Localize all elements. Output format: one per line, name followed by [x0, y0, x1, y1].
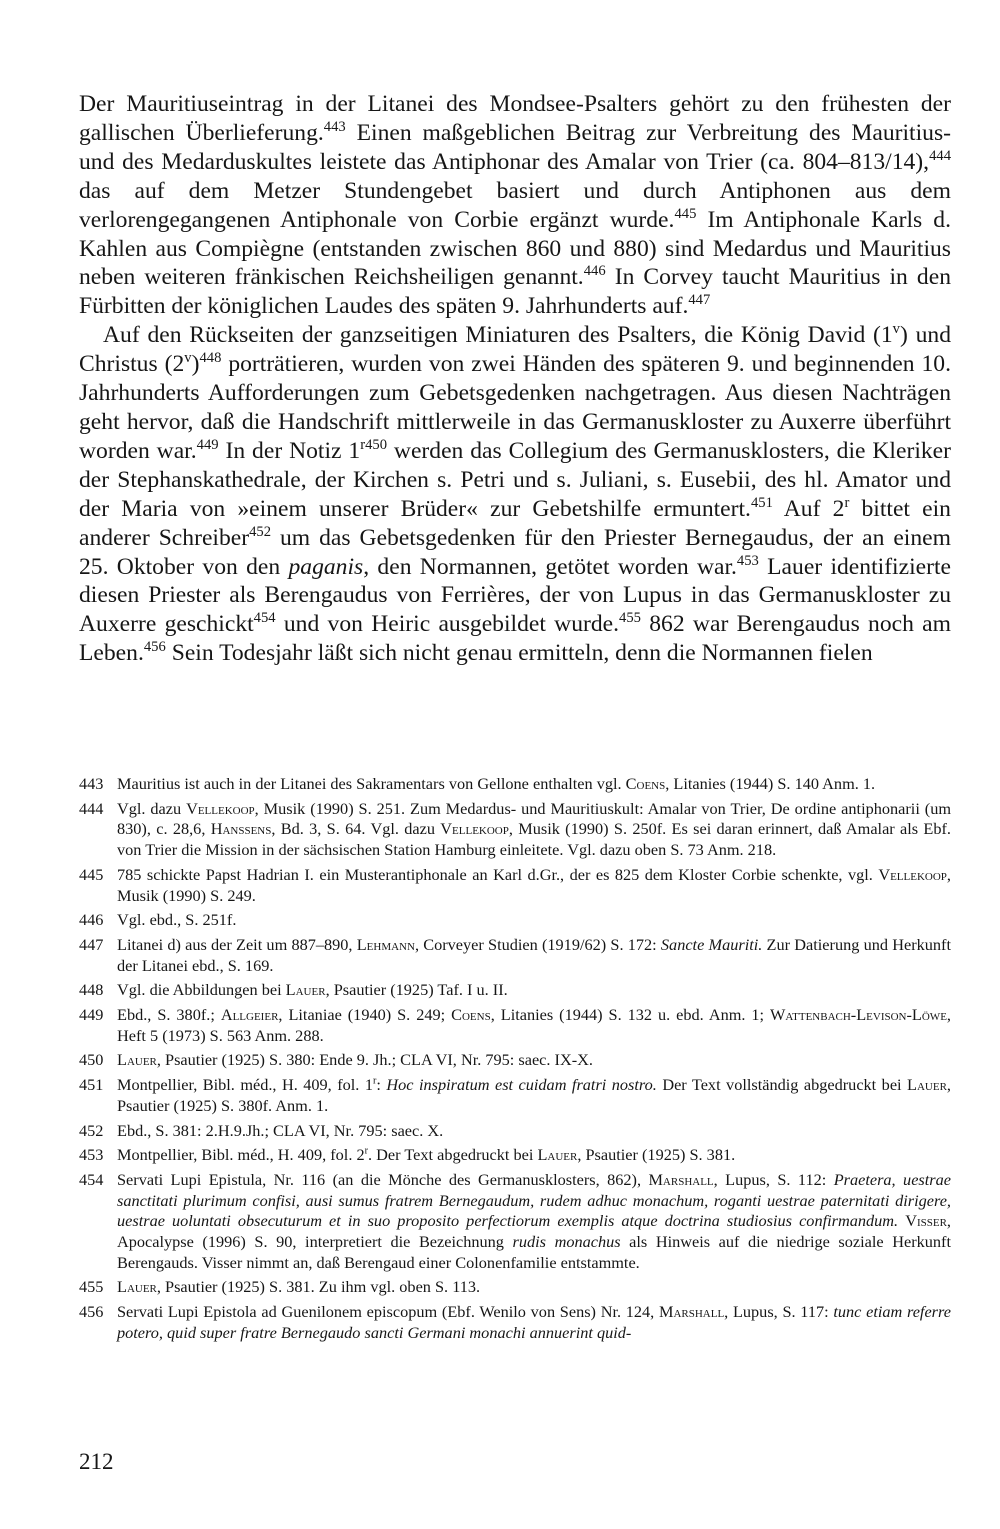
footnote-ref: 455 [619, 610, 641, 627]
footnote-number: 444 [79, 798, 104, 818]
author-name: Marshall [648, 1169, 714, 1189]
footnote-ref: 445 [674, 205, 697, 222]
body-paragraph [79, 90, 951, 321]
text-run: Servati Lupi Epistula, Nr. 116 (an die Mönche des Germanusklosters, 862), [117, 1169, 649, 1189]
footnote-number: 450 [79, 1050, 104, 1070]
author-name: Lauer [117, 1050, 157, 1070]
footnote [79, 865, 951, 906]
text-run: , Musik (1990) S. 250f. Es sei daran erinnert, daß Amalar als Ebf. von Trier die Mission in der sächsischen Station Hamburg einleitete. Vgl. dazu oben S. 73 Anm. 218. [117, 819, 951, 860]
footnote-ref: r450 [360, 436, 388, 453]
text-run: Einen maßgeblichen Beitrag zur Verbreitung des Mauritius- und des Medarduskultes leistete das Antiphonar des Amalar von Trier (ca. 804–813/14), [79, 119, 951, 175]
text-run: Ebd., S. 380f.; [117, 1005, 221, 1025]
text-run: Vgl. dazu [117, 798, 187, 818]
footnote-ref: 451 [750, 494, 773, 511]
text-run: In der Notiz 1 [218, 437, 361, 464]
text-run: , Lupus, S. 112: [713, 1169, 834, 1189]
text-run: Vgl. die Abbildungen bei [117, 980, 286, 1000]
text-run: Im Antiphonale Karls d. Kahlen aus Compiègne (entstanden zwischen 860 und 880) sind Medardus und Mauritius neben weiteren fränkischen Reichsheiligen genannt. [79, 206, 952, 291]
text-run: , Bd. 3, S. 64. Vgl. dazu [271, 819, 441, 839]
footnote-ref: 448 [199, 350, 222, 367]
footnote [79, 910, 951, 931]
text-run: um das Gebetsgedenken für den Priester Bernegaudus, der an einem 25. Oktober von den [79, 524, 951, 580]
author-name: Wattenbach-Levison-Löwe [770, 1005, 947, 1025]
footnote-number: 455 [79, 1277, 104, 1297]
text-run: 862 war Berengaudus noch am Leben. [79, 611, 951, 667]
text-run: Zur Datierung und Herkunft der Litanei ebd., S. 169. [117, 934, 951, 975]
footnote-number: 449 [79, 1005, 104, 1025]
footnote-number: 452 [79, 1120, 104, 1140]
text-run: Montpellier, Bibl. méd., H. 409, fol. 1 [117, 1075, 373, 1095]
text-run: In Corvey taucht Mauritius in den Fürbitten der königlichen Laudes des späten 9. Jahrhunderts auf. [79, 264, 951, 320]
author-name: Coens [451, 1005, 491, 1025]
text-run: Ebd., S. 381: 2.H.9.Jh.; CLA VI, Nr. 795: saec. X. [117, 1120, 444, 1140]
footnote-ref: 454 [253, 610, 276, 627]
footnote [79, 799, 951, 861]
text-run: werden das Collegium des Germanusklosters, die Kleriker der Stephanskathedrale, der Kirchen s. Petri und s. Juliani, s. Eusebii, des hl. Amator und der Maria von »einem unserer Brüder« zur Gebetshilfe ermuntert. [79, 437, 952, 522]
footnote [79, 1075, 951, 1116]
footnote-ref: 456 [143, 639, 166, 656]
footnote [79, 980, 951, 1001]
footnote [79, 1145, 951, 1166]
footnote-ref: 449 [196, 436, 219, 453]
page-number: 212 [79, 1449, 114, 1474]
italic-text: Sancte Mauriti. [660, 934, 763, 954]
text-run: , den Normannen, getötet worden war. [363, 553, 737, 580]
footnote-ref: 444 [929, 147, 951, 164]
text-run: : [376, 1075, 387, 1095]
footnote-number: 447 [79, 934, 104, 954]
footnotes [79, 774, 951, 1348]
footnote-ref: v [184, 350, 192, 367]
author-name: Visser [905, 1211, 947, 1231]
author-name: Lauer [117, 1277, 157, 1297]
footnote-number: 451 [79, 1075, 104, 1095]
text-run: , Psautier (1925) Taf. I u. II. [325, 980, 508, 1000]
text-run: , Musik (1990) S. 249. [117, 864, 951, 905]
text-run: Sein Todesjahr läßt sich nicht genau ermitteln, denn die Normannen fielen [165, 640, 873, 667]
text-run: . Der Text abgedruckt bei [368, 1145, 538, 1165]
author-name: Allgeier [220, 1005, 279, 1025]
author-name: Marshall [658, 1302, 725, 1322]
text-run: , Psautier (1925) S. 381. [577, 1145, 736, 1165]
author-name: Vellekoop [878, 864, 947, 884]
footnote [79, 1005, 951, 1046]
text-run: Auf 2 [772, 495, 845, 522]
footnote-number: 445 [79, 864, 104, 884]
author-name: Lauer [285, 980, 326, 1000]
footnote-ref: 443 [323, 118, 346, 135]
author-name: Hanssens [210, 819, 272, 839]
author-name: Lehmann [356, 934, 415, 954]
author-name: Vellekoop [186, 798, 255, 818]
text-run: Montpellier, Bibl. méd., H. 409, fol. 2 [117, 1145, 365, 1165]
text-run: , Litaniae (1940) S. 249; [278, 1005, 452, 1025]
text-run: Lauer identifizierte diesen Priester als Berengaudus von Ferrières, der von Lupus in das Germanuskloster zu Auxerre geschickt [79, 553, 951, 638]
footnote-number: 456 [79, 1302, 104, 1322]
footnote-ref: r [844, 494, 850, 511]
text-run: Litanei d) aus der Zeit um 887–890, [117, 934, 357, 954]
text-run: Servati Lupi Epistola ad Guenilonem episcopum (Ebf. Wenilo von Sens) Nr. 124, [117, 1302, 659, 1322]
author-name: Coens [625, 774, 666, 793]
text-run: ) [191, 351, 200, 378]
text-run: Auf den Rückseiten der ganzseitigen Miniaturen des Psalters, die König David (1 [103, 322, 893, 349]
text-run: als Hinweis auf die niedrige soziale Herkunft Berengauds. Visser nimmt an, daß Berengaud einer Colonenfamilie entstammte. [117, 1232, 951, 1272]
text-run: Der Mauritiuseintrag in der Litanei des Mondsee-Psalters gehört zu den frühesten der gallischen Überlieferung. [79, 91, 951, 146]
footnote [79, 1170, 951, 1274]
footnote [79, 1050, 951, 1071]
text-run: porträtieren, wurden von zwei Händen des späteren 9. und beginnenden 10. Jahrhunderts Aufforderungen zum Gebetsgedenken nachgetragen. Aus diesen Nachträgen geht hervor, daß die Handschrift mittlerweile in das Germanuskloster zu Auxerre überführt worden war. [79, 351, 951, 464]
footnote-number: 443 [79, 774, 104, 793]
text-run: Mauritius ist auch in der Litanei des Sakramentars von Gellone enthalten vgl. [117, 774, 626, 793]
footnote-ref: 453 [736, 552, 759, 569]
text-run: bittet ein anderer Schreiber [79, 495, 951, 551]
footnote [79, 1121, 951, 1142]
footnote-ref: 447 [688, 292, 711, 309]
italic-text: Praetera, uestrae sanctitati plurimum confisi, ausi sumus fratrem Bernegaudum, rudem adhuc monachum, roganti uestrae paternitati dirigere, uestrae uoluntati obsecuturum et in suo proposito perfectiorum exemplis atque doctrina studiosius confirmandum. [117, 1169, 951, 1231]
text-run: , Heft 5 (1973) S. 563 Anm. 288. [117, 1005, 951, 1045]
text-run: , Musik (1990) S. 251. Zum Medardus- und Mauritiuskult: Amalar von Trier, De ordine antiphonarii (um 830), c. 28,6, [117, 798, 951, 839]
text-run: , Litanies (1944) S. 140 Anm. 1. [665, 774, 876, 793]
footnote-number: 446 [79, 910, 104, 930]
italic-text: tunc etiam referre potero, quid super fratre Bernegaudo sancti Germani monachi annuerint quid- [117, 1302, 951, 1342]
footnote [79, 1302, 951, 1343]
italic-text: paganis [288, 553, 364, 580]
footnote-ref: v [892, 321, 900, 338]
text-run: und von Heiric ausgebildet wurde. [275, 611, 620, 638]
text-run: Vgl. ebd., S. 251f. [117, 910, 237, 930]
text-run: , Psautier (1925) S. 380f. Anm. 1. [117, 1075, 951, 1115]
text-run: , Psautier (1925) S. 380: Ende 9. Jh.; CLA VI, Nr. 795: saec. IX-X. [156, 1050, 593, 1070]
body-paragraph [79, 321, 951, 668]
footnote [79, 774, 951, 795]
footnote-ref: r [372, 1075, 377, 1087]
author-name: Vellekoop [440, 819, 509, 839]
main-text [79, 90, 951, 668]
footnote-ref: r [364, 1145, 368, 1157]
text-run: das auf dem Metzer Stundengebet basiert und durch Antiphonen aus dem verlorengegangenen Antiphonale von Corbie ergänzt wurde. [79, 177, 951, 233]
footnote-number: 453 [79, 1145, 104, 1165]
author-name: Lauer [907, 1075, 947, 1095]
footnote [79, 935, 951, 976]
text-run: , Litanies (1944) S. 132 u. ebd. Anm. 1; [490, 1005, 771, 1025]
text-run: ) und Christus (2 [79, 322, 951, 378]
author-name: Lauer [537, 1145, 578, 1165]
footnote-ref: 452 [249, 523, 272, 540]
footnote [79, 1277, 951, 1298]
footnote-number: 448 [79, 980, 104, 1000]
text-run: , Apocalypse (1996) S. 90, interpretiert die Bezeichnung [117, 1211, 951, 1252]
text-run: Der Text vollständig abgedruckt bei [656, 1075, 908, 1095]
text-run: 785 schickte Papst Hadrian I. ein Musterantiphonale an Karl d.Gr., der es 825 dem Kloster Corbie schenkte, vgl. [117, 864, 879, 884]
italic-text: rudis monachus [512, 1232, 621, 1252]
italic-text: Hoc inspiratum est cuidam fratri nostro. [386, 1075, 657, 1095]
footnote-number: 454 [79, 1169, 104, 1189]
text-run: , Corveyer Studien (1919/62) S. 172: [414, 934, 661, 954]
text-run: , Lupus, S. 117: [724, 1302, 834, 1322]
footnote-ref: 446 [583, 263, 606, 280]
text-run: , Psautier (1925) S. 381. Zu ihm vgl. oben S. 113. [156, 1277, 481, 1297]
